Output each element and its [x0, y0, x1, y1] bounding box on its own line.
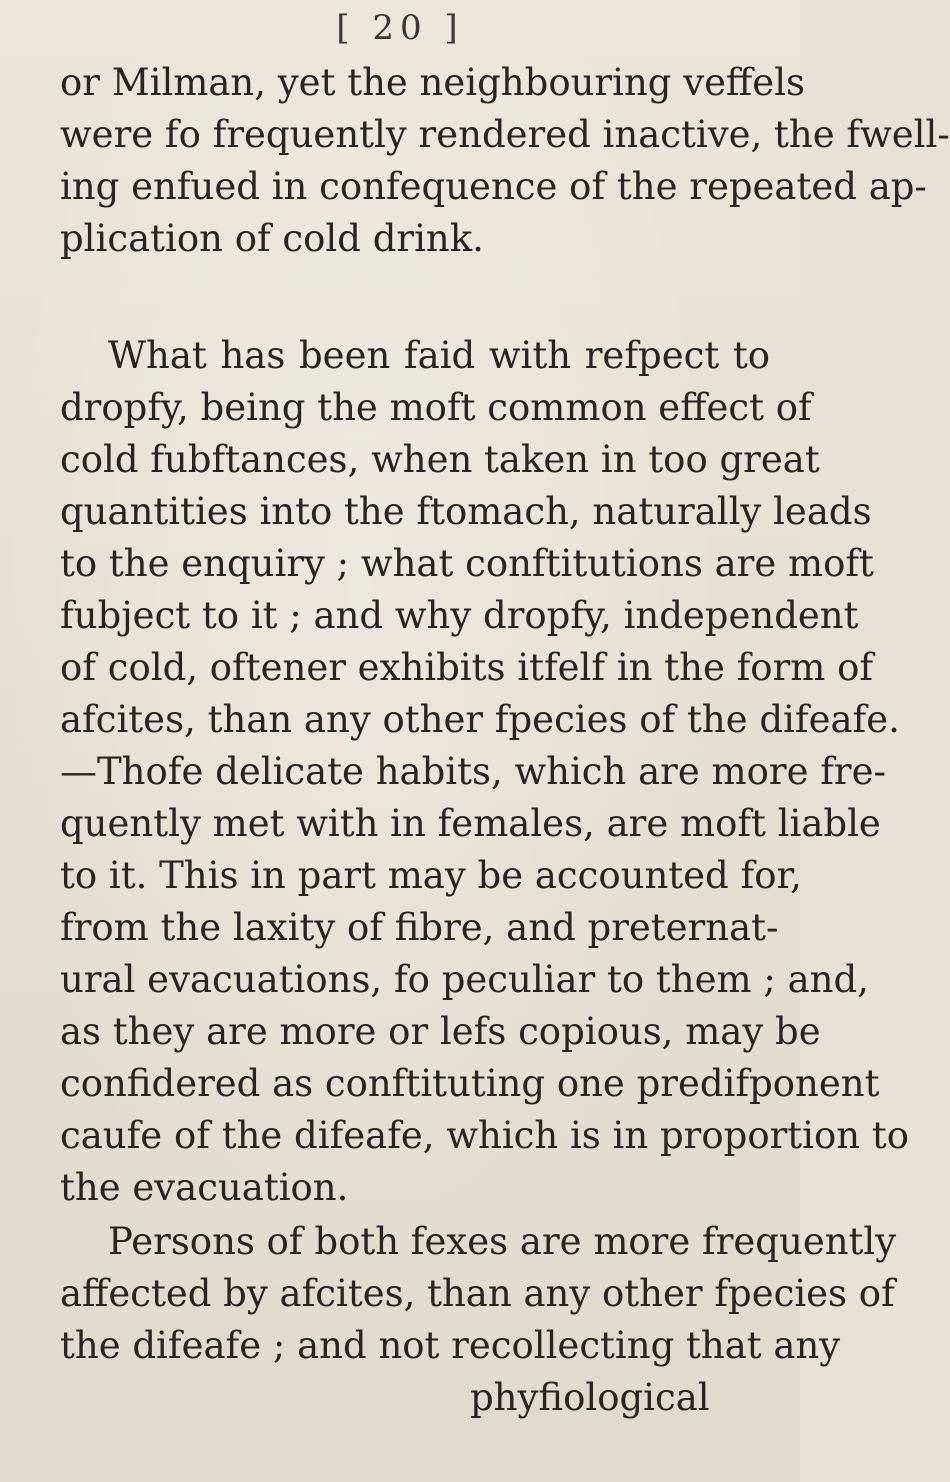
- text-line: the evacuation.: [60, 1166, 349, 1209]
- text-line: —Thofe delicate habits, which are more fre-: [60, 750, 887, 793]
- text-line: of cold, oftener exhibits itfelf in the form of: [60, 646, 874, 689]
- text-line: as they are more or lefs copious, may be: [60, 1010, 821, 1053]
- text-line: quantities into the ftomach, naturally leads: [60, 490, 872, 533]
- text-line: the difeafe ; and not recollecting that any: [60, 1324, 841, 1367]
- page-number: [ 20 ]: [336, 8, 464, 48]
- text-line: ural evacuations, fo peculiar to them ; and,: [60, 958, 869, 1001]
- text-line: to the enquiry ; what conftitutions are moft: [60, 542, 874, 585]
- text-line: or Milman, yet the neighbouring veffels: [60, 61, 806, 104]
- text-line: to it. This in part may be accounted for,: [60, 854, 802, 897]
- text-line: cold fubftances, when taken in too great: [60, 438, 820, 481]
- text-line: What has been faid with refpect to: [108, 334, 770, 377]
- text-line: confidered as conftituting one predifponent: [60, 1062, 880, 1105]
- text-line: afcites, than any other fpecies of the difeafe.: [60, 698, 900, 741]
- text-line: ing enfued in confequence of the repeated ap-: [60, 165, 927, 208]
- text-line: caufe of the difeafe, which is in proportion to: [60, 1114, 909, 1157]
- text-line: from the laxity of fibre, and preternat-: [60, 906, 779, 949]
- text-line: were fo frequently rendered inactive, the fwell-: [60, 113, 950, 156]
- text-line: quently met with in females, are moft liable: [60, 802, 881, 845]
- text-line: dropfy, being the moft common effect of: [60, 386, 812, 429]
- catchword: phyfiological: [470, 1376, 710, 1419]
- text-line: fubject to it ; and why dropfy, independent: [60, 594, 859, 637]
- text-line: plication of cold drink.: [60, 217, 484, 260]
- text-line: affected by afcites, than any other fpecies of: [60, 1272, 895, 1315]
- text-line: Persons of both fexes are more frequently: [108, 1220, 897, 1263]
